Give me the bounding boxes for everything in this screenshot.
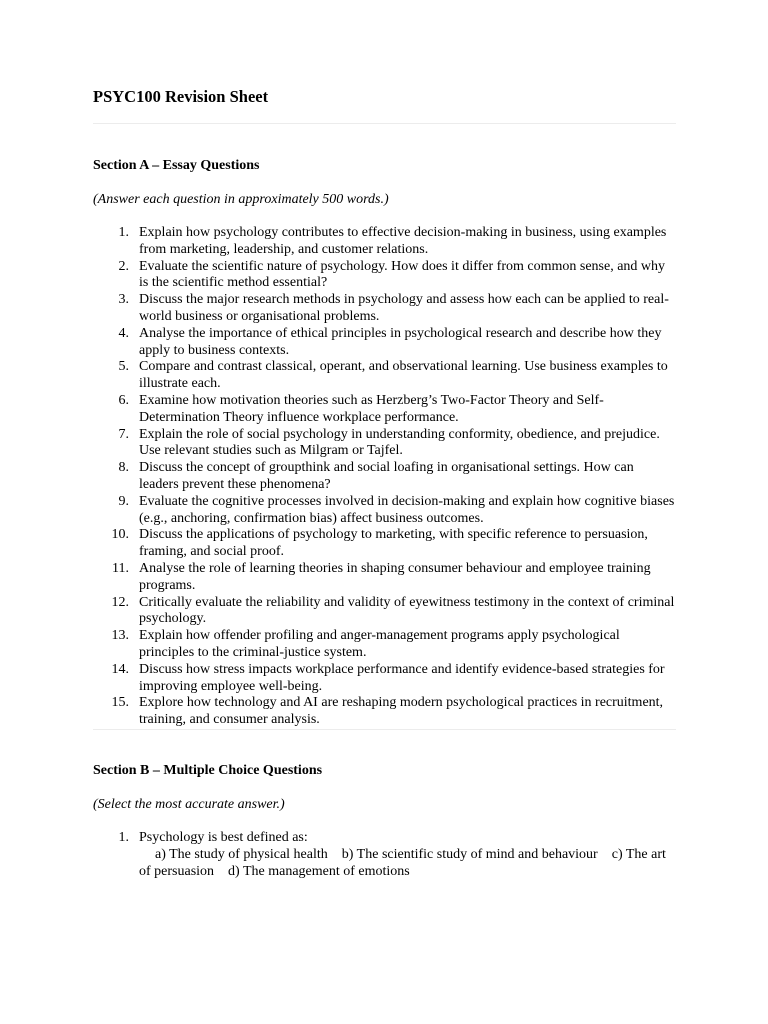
question-number: 6. <box>118 392 129 408</box>
list-item <box>93 259 676 293</box>
list-item <box>93 662 676 696</box>
question-number: 15. <box>111 695 129 711</box>
list-item <box>93 427 676 461</box>
question-text: Psychology is best defined as: <box>139 830 308 845</box>
section-b-heading: Section B – Multiple Choice Questions <box>93 763 323 778</box>
question-text: Explore how technology and AI are reshaping modern psychological practices in recruitment, training, and consumer analysis. <box>139 695 664 728</box>
question-text: Discuss the major research methods in psychology and assess how each can be applied to real-world business or organisational problems. <box>139 292 669 324</box>
question-number: 14. <box>111 661 129 677</box>
question-number: 12. <box>111 594 129 610</box>
question-text: Critically evaluate the reliability and validity of eyewitness testimony in the context of criminal psychology. <box>139 594 675 627</box>
question-text: Discuss the concept of groupthink and social loafing in organisational settings. How can leaders prevent these phenomena? <box>139 460 634 492</box>
question-number: 5. <box>118 359 129 375</box>
list-item <box>93 225 676 259</box>
section-a-instruction: (Answer each question in approximately 500 words.) <box>93 192 389 207</box>
question-number: 2. <box>118 258 129 274</box>
option-d: d) The management of emotions <box>228 863 410 879</box>
question-number: 4. <box>118 325 129 341</box>
section-a-heading: Section A – Essay Questions <box>93 158 260 173</box>
list-item <box>93 695 676 729</box>
question-text: Discuss how stress impacts workplace performance and identify evidence-based strategies for improving employee well-being. <box>139 661 665 694</box>
question-number: 9. <box>118 493 129 509</box>
question-text: Evaluate the cognitive processes involved in decision-making and explain how cognitive biases (e.g., anchoring, confirmation bias) affect business outcomes. <box>139 493 675 526</box>
question-number: 1. <box>118 830 129 845</box>
option-a: a) The study of physical health <box>155 846 328 862</box>
list-item <box>93 359 676 393</box>
answer-options <box>139 847 676 881</box>
list-item <box>93 830 676 880</box>
section-b-instruction: (Select the most accurate answer.) <box>93 797 285 812</box>
list-item <box>93 628 676 662</box>
question-text: Explain how psychology contributes to effective decision-making in business, using examples from marketing, leadership, and customer relations. <box>139 225 667 257</box>
question-text: Examine how motivation theories such as Herzberg’s Two-Factor Theory and Self-Determination Theory influence workplace performance. <box>139 392 604 425</box>
list-item <box>93 326 676 360</box>
document-title: PSYC100 Revision Sheet <box>93 87 269 106</box>
question-number: 8. <box>118 460 129 476</box>
question-number: 11. <box>112 560 129 576</box>
divider <box>93 729 676 730</box>
list-item <box>93 527 676 561</box>
question-text: Analyse the importance of ethical principles in psychological research and describe how they apply to business contexts. <box>139 325 662 358</box>
list-item <box>93 494 676 528</box>
question-text: Explain how offender profiling and anger-management programs apply psychological principles to the criminal-justice system. <box>139 628 620 660</box>
list-item <box>93 595 676 629</box>
question-number: 1. <box>118 225 129 240</box>
question-text: Evaluate the scientific nature of psychology. How does it differ from common sense, and why is the scientific method essential? <box>139 258 666 291</box>
divider <box>93 123 676 124</box>
question-number: 3. <box>118 292 129 308</box>
option-c: c) The art of persuasion <box>139 846 666 879</box>
essay-question-list <box>93 225 676 729</box>
question-text: Compare and contrast classical, operant, and observational learning. Use business examples to illustrate each. <box>139 359 668 392</box>
question-number: 13. <box>111 628 129 644</box>
question-text: Explain the role of social psychology in understanding conformity, obedience, and prejudice. Use relevant studies such as Milgram or Tajfel. <box>139 426 660 459</box>
list-item <box>93 460 676 494</box>
list-item <box>93 561 676 595</box>
question-number: 7. <box>118 426 129 442</box>
option-b: b) The scientific study of mind and behaviour <box>341 846 598 862</box>
question-text: Discuss the applications of psychology to marketing, with specific reference to persuasion, framing, and social proof. <box>139 527 648 560</box>
question-text: Analyse the role of learning theories in shaping consumer behaviour and employee training programs. <box>139 560 651 593</box>
list-item <box>93 292 676 326</box>
question-number: 10. <box>111 527 129 543</box>
list-item <box>93 393 676 427</box>
mcq-question-list <box>93 830 676 880</box>
